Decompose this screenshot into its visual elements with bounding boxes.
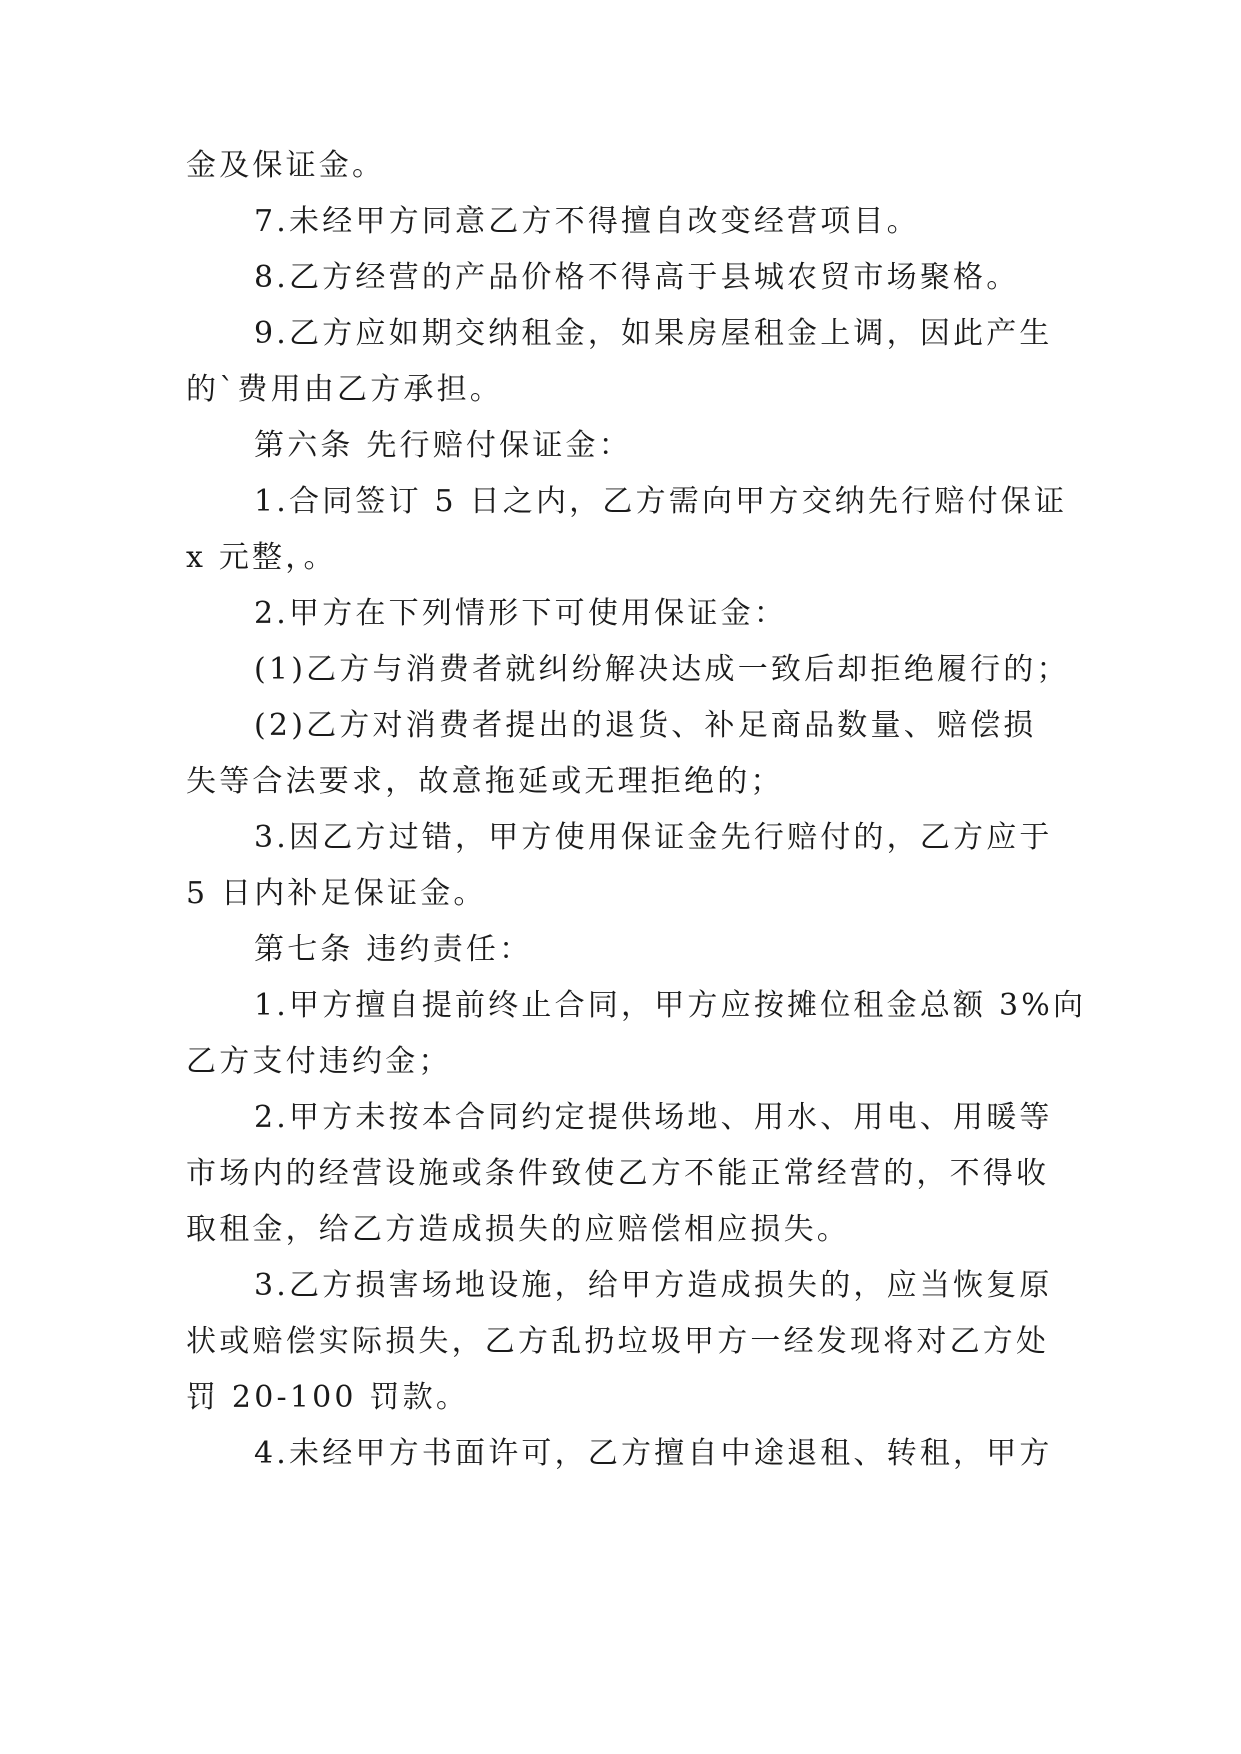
paragraph-line: 5 日内补足保证金。 (186, 876, 487, 911)
clause-2-line: 2.甲方在下列情形下可使用保证金： (254, 596, 788, 631)
clause-3-line: 3.乙方损害场地设施，给甲方造成损失的，应当恢复原 (254, 1268, 1053, 1303)
clause-7-line: 7.未经甲方同意乙方不得擅自改变经营项目。 (254, 204, 920, 239)
paragraph-line: 取租金，给乙方造成损失的应赔偿相应损失。 (186, 1212, 850, 1247)
clause-3-line: 3.因乙方过错，甲方使用保证金先行赔付的，乙方应于 (254, 820, 1053, 855)
article-6-heading: 第六条 先行赔付保证金： (254, 428, 632, 463)
sub-clause-2-line: (2)乙方对消费者提出的退货、补足商品数量、赔偿损 (254, 708, 1037, 743)
clause-1-line: 1.合同签订 5 日之内，乙方需向甲方交纳先行赔付保证 (254, 484, 1068, 519)
paragraph-line: 的`费用由乙方承担。 (186, 372, 503, 407)
clause-2-line: 2.甲方未按本合同约定提供场地、用水、用电、用暖等 (254, 1100, 1053, 1135)
paragraph-line: 状或赔偿实际损失，乙方乱扔垃圾甲方一经发现将对乙方处 (186, 1324, 1050, 1359)
clause-4-line: 4.未经甲方书面许可，乙方擅自中途退租、转租，甲方 (254, 1436, 1053, 1471)
paragraph-line: 失等合法要求，故意拖延或无理拒绝的； (186, 764, 784, 799)
paragraph-line: 市场内的经营设施或条件致使乙方不能正常经营的，不得收 (186, 1156, 1050, 1191)
paragraph-line: 金及保证金。 (186, 148, 386, 183)
paragraph-line: x 元整，。 (186, 540, 337, 575)
clause-9-line: 9.乙方应如期交纳租金，如果房屋租金上调，因此产生 (254, 316, 1053, 351)
clause-8-line: 8.乙方经营的产品价格不得高于县城农贸市场聚格。 (254, 260, 1020, 295)
sub-clause-1-line: (1)乙方与消费者就纠纷解决达成一致后却拒绝履行的； (254, 652, 1070, 687)
paragraph-line: 乙方支付违约金； (186, 1044, 452, 1079)
clause-1-line: 1.甲方擅自提前终止合同，甲方应按摊位租金总额 3%向 (254, 988, 1087, 1023)
paragraph-line: 罚 20-100 罚款。 (186, 1380, 470, 1415)
article-7-heading: 第七条 违约责任： (254, 932, 533, 967)
